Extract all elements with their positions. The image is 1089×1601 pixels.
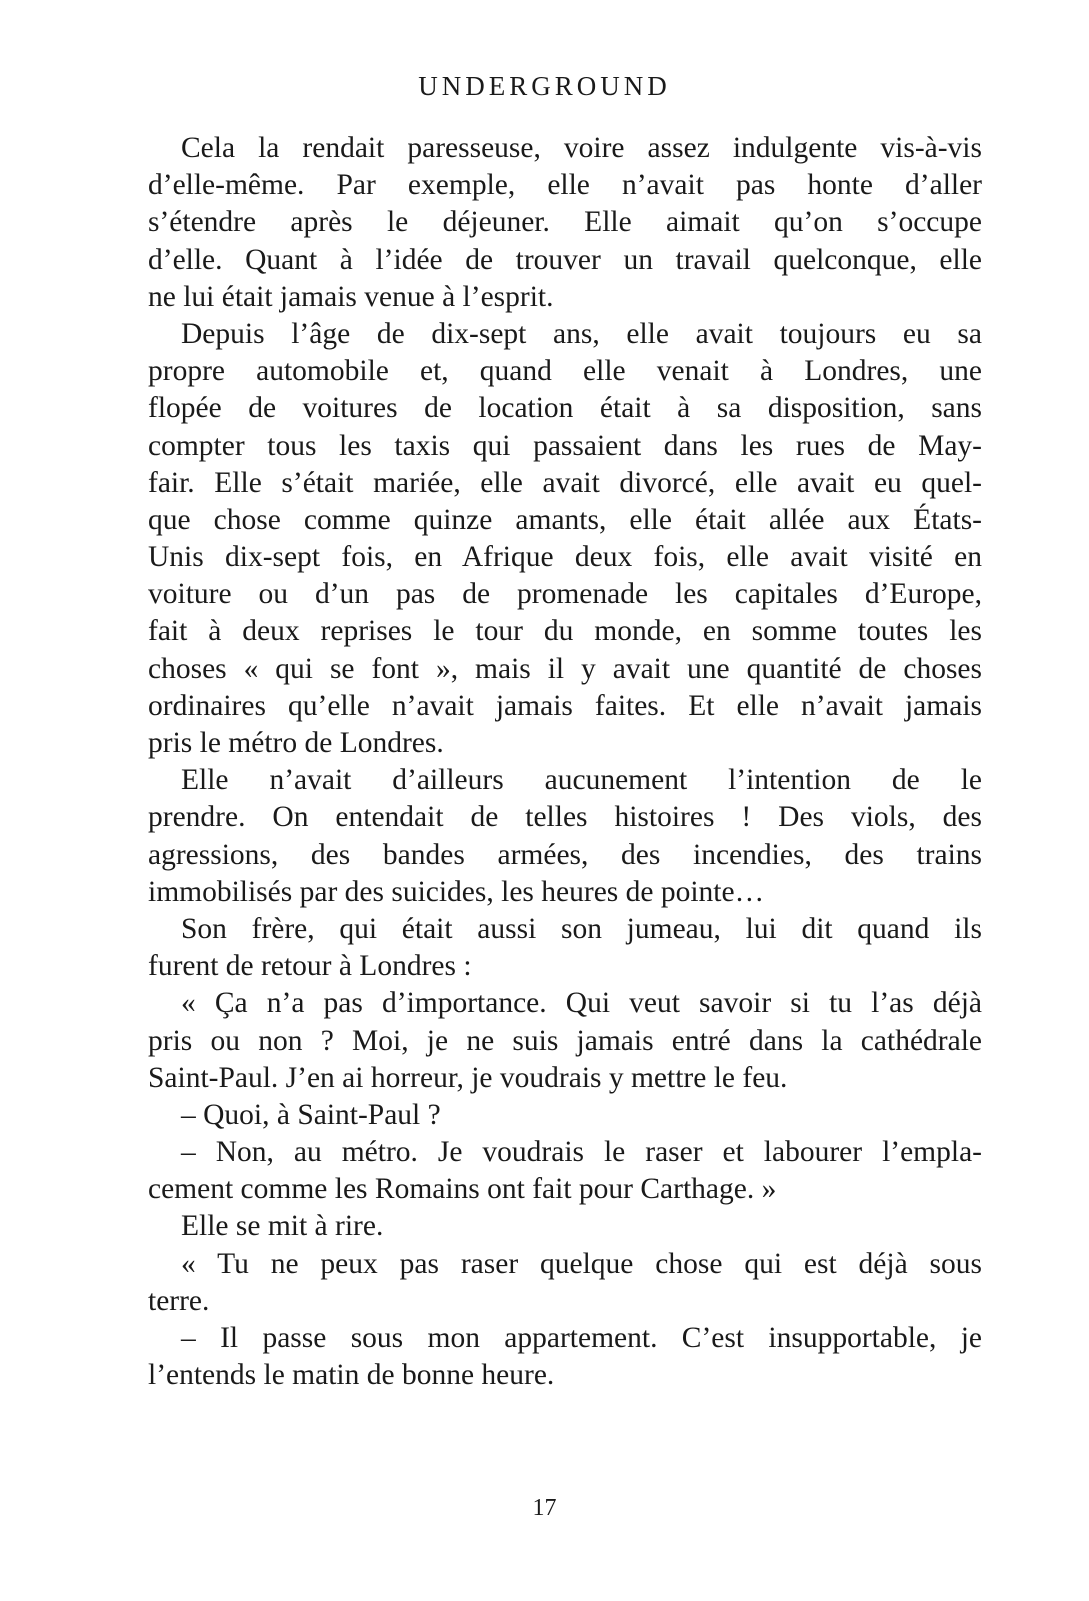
text-line: ordinaires qu’elle n’avait jamais faites. Et elle n’avait jamais (148, 689, 982, 722)
text-line: fair. Elle s’était mariée, elle avait divorcé, elle avait eu quel- (148, 466, 982, 499)
text-line: agressions, des bandes armées, des incendies, des trains (148, 838, 982, 871)
text-line: d’elle-même. Par exemple, elle n’avait pas honte d’aller (148, 169, 982, 202)
text-line: voiture ou d’un pas de promenade les capitales d’Europe, (148, 578, 982, 611)
text-line: fait à deux reprises le tour du monde, en somme toutes les (148, 615, 982, 648)
text-line: Unis dix-sept fois, en Afrique deux fois, elle avait visité en (148, 541, 982, 574)
text-line: que chose comme quinze amants, elle était allée aux États- (148, 503, 982, 536)
text-line: l’entends le matin de bonne heure. (148, 1359, 555, 1392)
text-line: ne lui était jamais venue à l’esprit. (148, 280, 554, 313)
text-line: prendre. On entendait de telles histoires ! Des viols, des (148, 801, 982, 834)
text-line: immobilisés par des suicides, les heures de pointe… (148, 875, 765, 908)
text-line: d’elle. Quant à l’idée de trouver un travail quelconque, elle (148, 243, 982, 276)
text-line: Elle n’avait d’ailleurs aucunement l’intention de le (181, 764, 982, 797)
text-line: flopée de voitures de location était à sa disposition, sans (148, 392, 982, 425)
text-line: – Non, au métro. Je voudrais le raser et labourer l’empla- (181, 1136, 982, 1169)
text-line: Saint-Paul. J’en ai horreur, je voudrais y mettre le feu. (148, 1061, 788, 1094)
page-number: 17 (532, 1495, 557, 1521)
text-line: pris ou non ? Moi, je ne suis jamais entré dans la cathédrale (148, 1024, 982, 1057)
text-line: « Ça n’a pas d’importance. Qui veut savoir si tu l’as déjà (181, 987, 982, 1020)
text-line: s’étendre après le déjeuner. Elle aimait qu’on s’occupe (148, 206, 982, 239)
text-line: compter tous les taxis qui passaient dans les rues de May- (148, 429, 982, 462)
running-head: UNDERGROUND (418, 71, 671, 101)
text-line: Elle se mit à rire. (181, 1210, 384, 1243)
text-line: choses « qui se font », mais il y avait une quantité de choses (148, 652, 982, 685)
text-line: – Quoi, à Saint-Paul ? (181, 1098, 441, 1131)
text-line: furent de retour à Londres : (148, 950, 472, 983)
text-line: pris le métro de Londres. (148, 727, 444, 759)
text-line: propre automobile et, quand elle venait à Londres, une (148, 355, 982, 388)
text-line: terre. (148, 1284, 210, 1317)
text-line: – Il passe sous mon appartement. C’est insupportable, je (181, 1322, 982, 1354)
text-line: Son frère, qui était aussi son jumeau, lui dit quand ils (181, 912, 982, 945)
body-text (148, 130, 982, 1394)
text-line: cement comme les Romains ont fait pour Carthage. » (148, 1173, 777, 1206)
text-line: Depuis l’âge de dix-sept ans, elle avait toujours eu sa (181, 317, 982, 350)
text-line: Cela la rendait paresseuse, voire assez indulgente vis-à-vis (181, 132, 982, 164)
text-line: « Tu ne peux pas raser quelque chose qui est déjà sous (181, 1247, 982, 1280)
